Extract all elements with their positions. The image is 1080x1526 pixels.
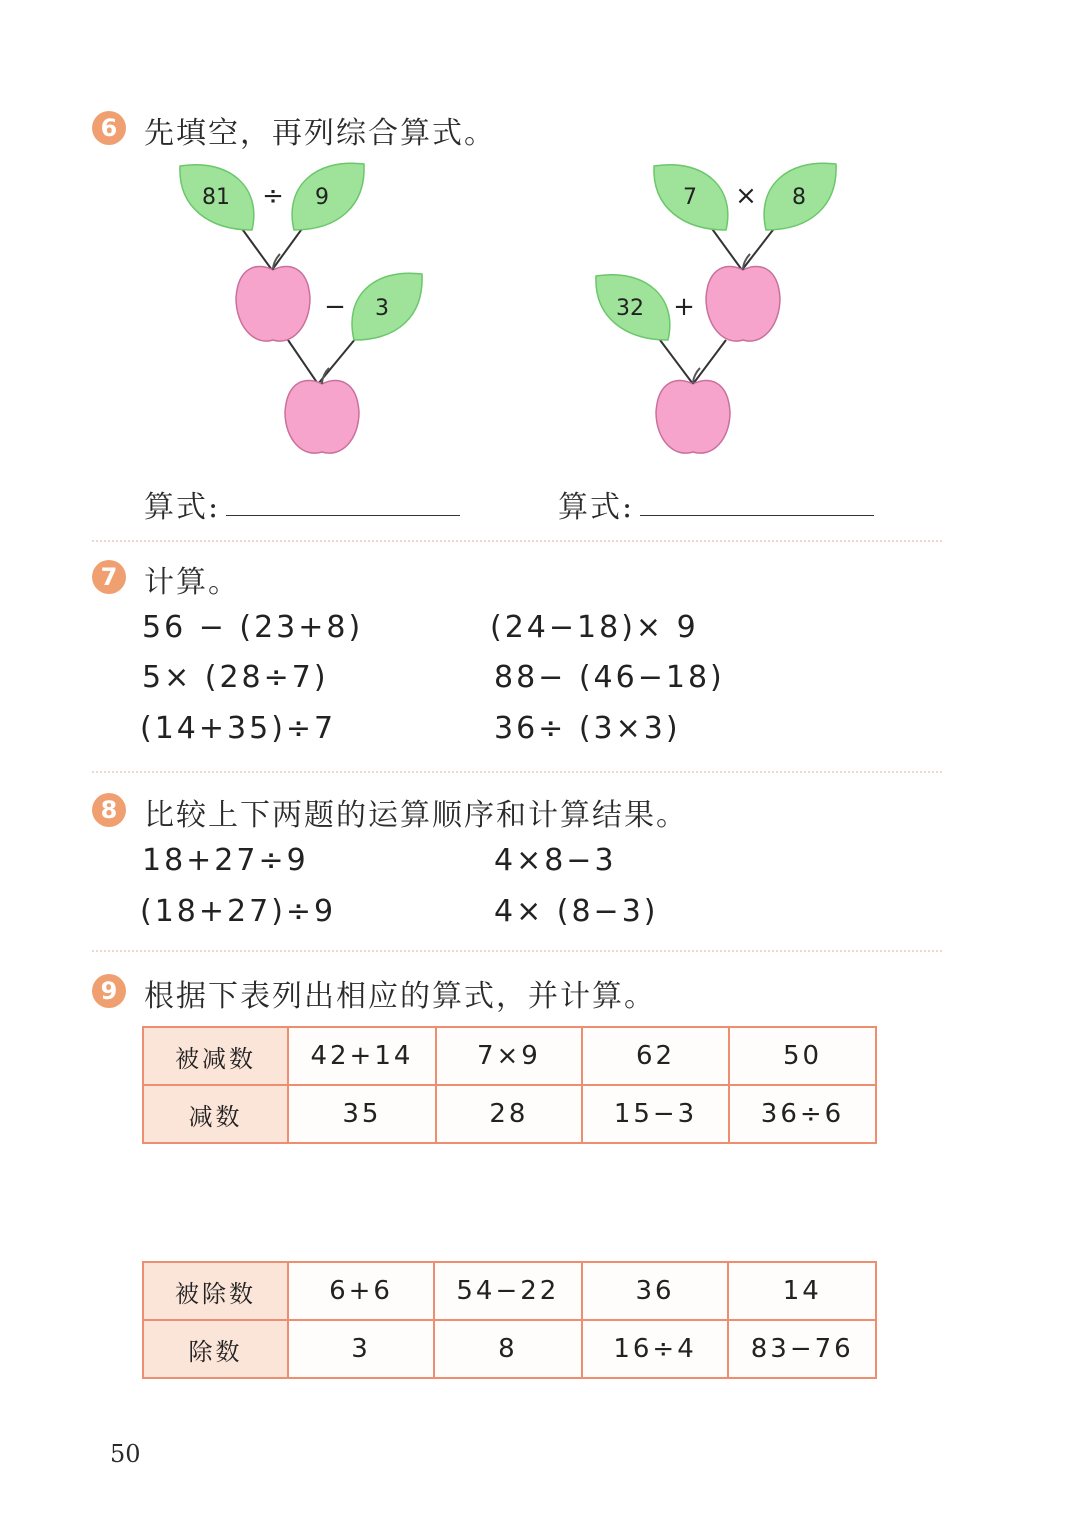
q7-expr-left-1: 56 − (23+8) [142,610,364,645]
table-cell-header: 减数 [143,1085,288,1143]
question-9-prompt: 根据下表列出相应的算式，并计算。 [144,979,656,1014]
question-9-badge: 9 [92,974,126,1008]
table-cell: 36 [582,1262,729,1320]
table-row [143,1320,876,1378]
division-table [142,1261,877,1379]
leaf-3-label: 3 [375,296,389,321]
table-cell: 42+14 [288,1027,436,1085]
plus-operator: + [673,292,695,322]
question-7-prompt: 计算。 [144,565,240,600]
q8-expr-left-2: (18+27)÷9 [140,894,337,929]
q8-expr-right-2: 4× (8−3) [494,894,659,929]
apple-bottom-left [285,380,359,453]
formula-label-right: 算式: [558,490,635,525]
apple-bottom-right [656,380,730,453]
question-6-badge: 6 [92,111,126,145]
table-cell: 62 [582,1027,729,1085]
table-cell: 6+6 [288,1262,434,1320]
q8-expr-left-1: 18+27÷9 [142,843,309,878]
table-cell: 3 [288,1320,434,1378]
leaf-9-label: 9 [315,185,329,210]
leaf-8-label: 8 [792,185,806,210]
q7-expr-left-2: 5× (28÷7) [142,660,329,695]
q7-expr-right-3: 36÷ (3×3) [494,711,681,746]
minus-operator: − [324,292,346,322]
table-cell-header: 被减数 [143,1027,288,1085]
section-divider [92,540,942,542]
multiply-operator: × [735,181,757,211]
q7-expr-left-3: (14+35)÷7 [140,711,337,746]
table-cell: 8 [434,1320,582,1378]
tree-diagram-right [590,158,860,458]
tree-diagram-left [170,158,440,458]
apple-middle-right [706,266,780,341]
formula-label-left: 算式: [144,490,221,525]
answer-line-left[interactable] [226,515,460,516]
table-row [143,1027,876,1085]
page-number: 50 [110,1440,141,1468]
table-cell: 36÷6 [729,1085,876,1143]
q7-expr-right-2: 88− (46−18) [494,660,725,695]
table-row [143,1085,876,1143]
table-cell: 16÷4 [582,1320,729,1378]
subtraction-table [142,1026,877,1144]
table-cell: 14 [728,1262,876,1320]
question-6-prompt: 先填空，再列综合算式。 [144,116,496,151]
table-row [143,1262,876,1320]
section-divider [92,771,942,773]
table-cell: 28 [436,1085,582,1143]
table-cell-header: 除数 [143,1320,288,1378]
table-cell: 35 [288,1085,436,1143]
divide-operator: ÷ [262,181,284,211]
leaf-81-label: 81 [202,185,230,210]
answer-line-right[interactable] [640,515,874,516]
table-cell: 7×9 [436,1027,582,1085]
table-cell: 50 [729,1027,876,1085]
question-8-prompt: 比较上下两题的运算顺序和计算结果。 [144,798,688,833]
table-cell: 54−22 [434,1262,582,1320]
table-cell: 83−76 [728,1320,876,1378]
q7-expr-right-1: (24−18)× 9 [490,610,699,645]
leaf-32-label: 32 [616,296,644,321]
section-divider [92,950,942,952]
table-cell-header: 被除数 [143,1262,288,1320]
question-8-badge: 8 [92,793,126,827]
question-7-badge: 7 [92,560,126,594]
table-cell: 15−3 [582,1085,729,1143]
leaf-7-label: 7 [683,185,697,210]
q8-expr-right-1: 4×8−3 [494,843,617,878]
apple-middle-left [236,266,310,341]
